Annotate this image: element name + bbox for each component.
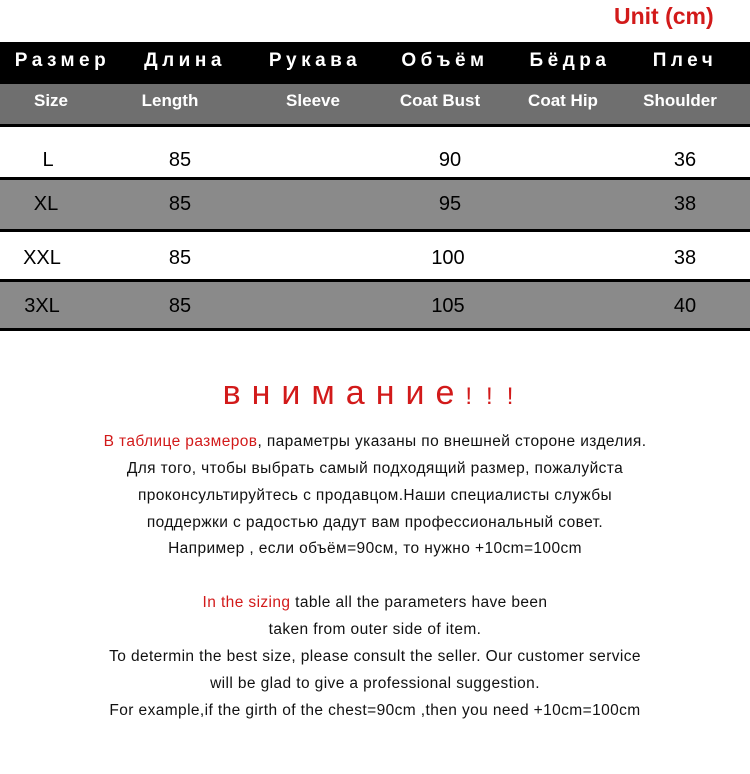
row-divider bbox=[0, 229, 750, 232]
en-highlight: In the sizing bbox=[202, 594, 291, 611]
ru-paragraph-line: поддержки с радостью дадут вам профессиональный совет. bbox=[146, 514, 604, 531]
cell-size: XXL bbox=[23, 247, 61, 269]
ru-paragraph-line: Для того, чтобы выбрать самый подходящий размер, пожалуйста bbox=[126, 460, 624, 477]
header-size-en: Size bbox=[33, 91, 69, 110]
table-divider bbox=[0, 124, 750, 127]
header-row-english bbox=[0, 84, 750, 124]
cell-length: 85 bbox=[168, 247, 192, 269]
header-shoulder-en: Shoulder bbox=[643, 91, 717, 110]
ru-paragraph-line: проконсультируйтесь с продавцом.Наши специалисты службы bbox=[137, 487, 613, 504]
table-row bbox=[0, 234, 750, 283]
cell-shoulder: 38 bbox=[673, 193, 697, 215]
header-shoulder-ru: Плеч bbox=[652, 50, 718, 71]
cell-length: 85 bbox=[168, 149, 192, 171]
unit-label: Unit (cm) bbox=[614, 3, 714, 29]
en-paragraph-line: will be glad to give a professional suggestion. bbox=[210, 675, 540, 692]
cell-bust: 90 bbox=[438, 149, 462, 171]
cell-bust: 95 bbox=[438, 193, 462, 215]
en-paragraph-line bbox=[0, 594, 750, 612]
cell-bust: 105 bbox=[431, 295, 465, 317]
en-paragraph-line: For example,if the girth of the chest=90cm ,then you need +10cm=100cm bbox=[109, 702, 641, 719]
cell-shoulder: 36 bbox=[673, 149, 697, 171]
header-sleeve-en: Sleeve bbox=[286, 91, 340, 110]
en-paragraph-line: taken from outer side of item. bbox=[268, 621, 482, 638]
cell-size: L bbox=[42, 149, 54, 171]
cell-shoulder: 40 bbox=[673, 295, 697, 317]
header-sleeve-ru: Рукава bbox=[268, 50, 362, 71]
ru-line1-rest: , параметры указаны по внешней стороне изделия. bbox=[257, 433, 647, 450]
cell-shoulder: 38 bbox=[673, 247, 697, 269]
header-bust-en: Coat Bust bbox=[399, 91, 481, 110]
ru-paragraph-line bbox=[0, 433, 750, 451]
cell-bust: 100 bbox=[431, 247, 465, 269]
header-bust-ru: Объём bbox=[401, 50, 489, 71]
header-length-ru: Длина bbox=[144, 50, 226, 71]
cell-length: 85 bbox=[168, 193, 192, 215]
header-size-ru: Размер bbox=[14, 50, 111, 71]
attention-heading bbox=[0, 374, 750, 413]
header-row-russian bbox=[0, 42, 750, 84]
ru-highlight: В таблице размеров bbox=[103, 433, 258, 450]
cell-size: 3XL bbox=[24, 295, 60, 317]
header-length-en: Length bbox=[141, 91, 199, 110]
row-divider bbox=[0, 328, 750, 331]
ru-paragraph-line: Например , если объём=90cм, то нужно +10cm=100cm bbox=[168, 540, 582, 557]
attention-word: внимание bbox=[222, 374, 466, 412]
en-line1-rest: table all the parameters have been bbox=[290, 594, 548, 611]
table-row bbox=[0, 180, 750, 229]
table-row bbox=[0, 282, 750, 331]
en-paragraph-line: To determin the best size, please consult the seller. Our customer service bbox=[109, 648, 641, 665]
header-hip-ru: Бёдра bbox=[529, 50, 611, 71]
header-hip-en: Coat Hip bbox=[528, 91, 598, 110]
cell-length: 85 bbox=[168, 295, 192, 317]
cell-size: XL bbox=[33, 193, 59, 215]
attention-marks: !!! bbox=[465, 383, 528, 410]
